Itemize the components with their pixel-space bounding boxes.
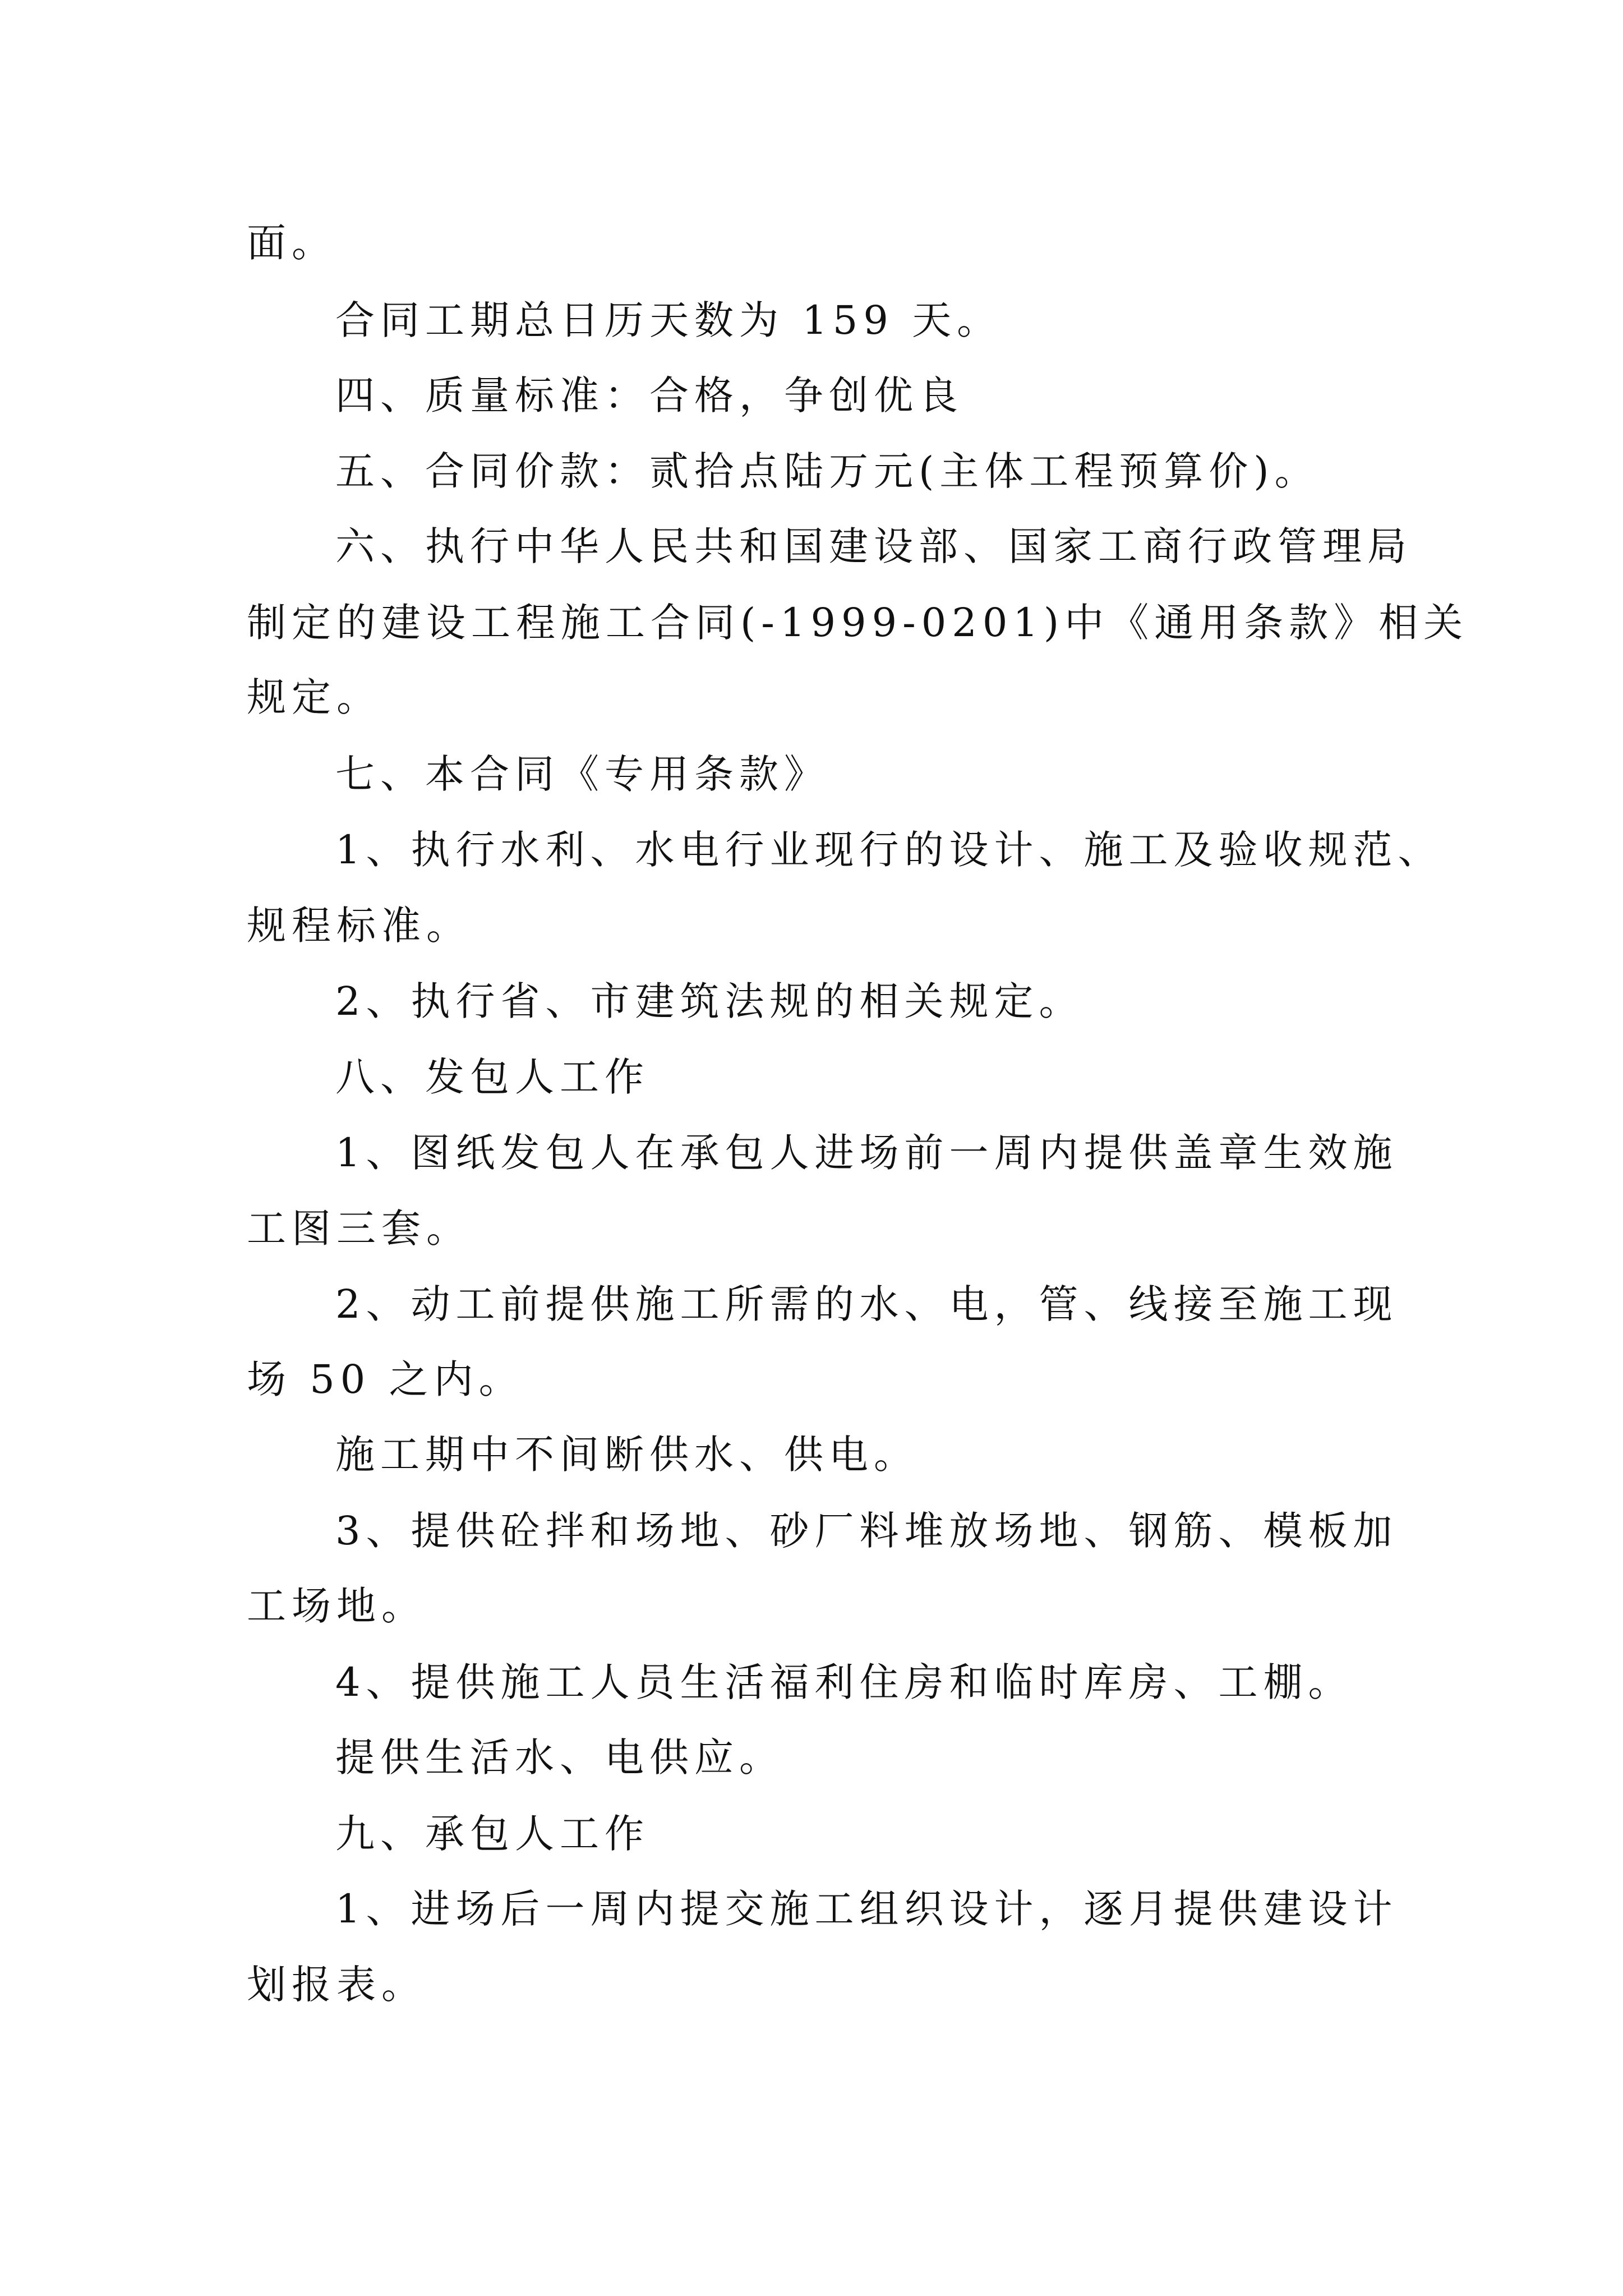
text-line-13: 1、图纸发包人在承包人进场前一周内提供盖章生效施	[335, 1130, 1398, 1176]
text-line-5: 六、执行中华人民共和国建设部、国家工商行政管理局	[335, 523, 1412, 569]
text-line-6: 制定的建设工程施工合同(-1999-0201)中《通用条款》相关	[247, 600, 1469, 646]
text-line-1: 面。	[247, 220, 336, 266]
text-line-16: 场 50 之内。	[247, 1356, 524, 1402]
text-line-8: 七、本合同《专用条款》	[335, 751, 829, 797]
text-line-19: 工场地。	[247, 1583, 426, 1629]
text-line-14: 工图三套。	[247, 1205, 471, 1251]
text-line-20: 4、提供施工人员生活福利住房和临时库房、工棚。	[335, 1659, 1353, 1705]
text-line-24: 划报表。	[247, 1962, 426, 2008]
text-line-15: 2、动工前提供施工所需的水、电，管、线接至施工现	[335, 1281, 1398, 1327]
text-line-21: 提供生活水、电供应。	[335, 1734, 784, 1780]
text-line-12: 八、发包人工作	[335, 1054, 649, 1100]
text-line-3: 四、质量标准：合格，争创优良	[335, 372, 963, 418]
text-line-10: 规程标准。	[247, 903, 471, 949]
text-line-22: 九、承包人工作	[335, 1811, 649, 1857]
text-line-9: 1、执行水利、水电行业现行的设计、施工及验收规范、	[335, 827, 1443, 873]
text-line-2: 合同工期总日历天数为 159 天。	[335, 297, 1002, 343]
text-line-11: 2、执行省、市建筑法规的相关规定。	[335, 978, 1084, 1024]
text-line-7: 规定。	[247, 674, 381, 720]
text-line-4: 五、合同价款：贰拾点陆万元(主体工程预算价)。	[335, 448, 1320, 494]
text-line-17: 施工期中不间断供水、供电。	[335, 1432, 919, 1478]
text-line-23: 1、进场后一周内提交施工组织设计，逐月提供建设计	[335, 1886, 1398, 1932]
text-line-18: 3、提供砼拌和场地、砂厂料堆放场地、钢筋、模板加	[335, 1508, 1398, 1554]
